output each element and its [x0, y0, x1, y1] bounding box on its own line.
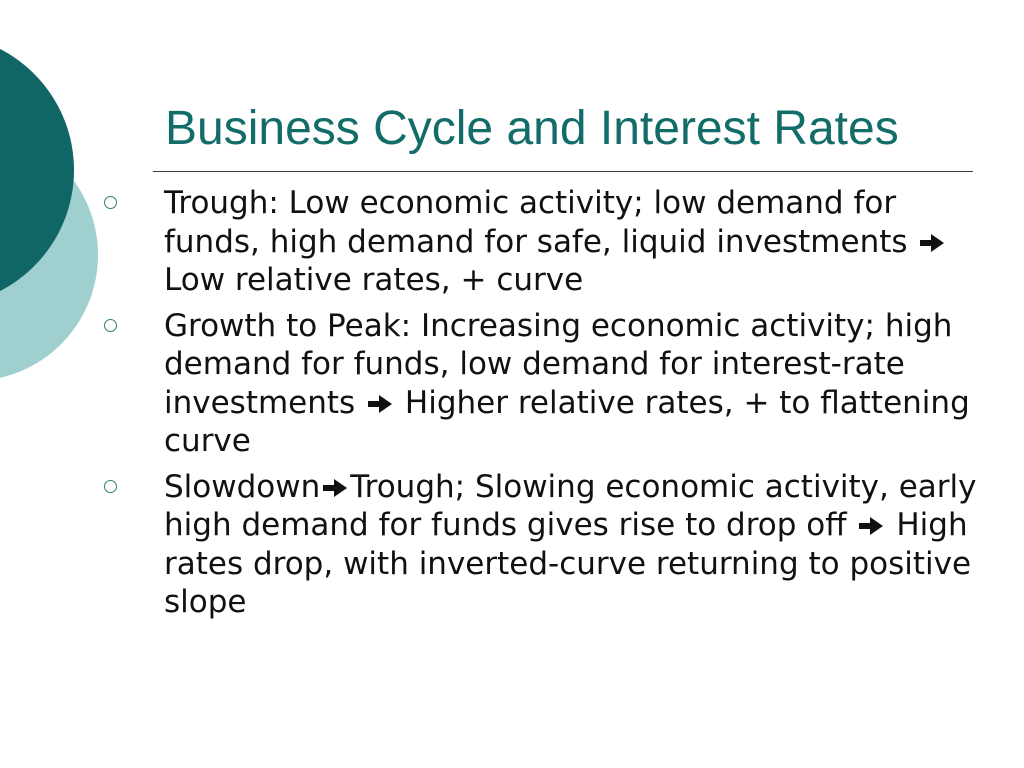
right-arrow-icon — [320, 468, 350, 507]
bullet-item-trough — [100, 184, 980, 300]
slide-title: Business Cycle and Interest Rates — [165, 102, 899, 155]
bullet-list — [100, 184, 980, 629]
right-arrow-icon — [365, 384, 395, 423]
hollow-circle-bullet-icon — [104, 480, 117, 493]
bullet-item-slowdown — [100, 468, 980, 622]
bullet-text: Slowdown — [164, 468, 321, 505]
right-arrow-icon — [917, 223, 947, 262]
decorative-circles — [0, 0, 110, 420]
hollow-circle-bullet-icon — [104, 196, 117, 209]
hollow-circle-bullet-icon — [104, 319, 117, 332]
bullet-text: Low relative rates, + curve — [164, 262, 584, 298]
bullet-text: Growth to Peak: Increasing economic activity; high demand for funds, low demand for interest-rate investments — [164, 307, 953, 421]
right-arrow-icon — [856, 506, 886, 545]
bullet-item-growth-to-peak — [100, 307, 980, 461]
title-divider — [153, 171, 973, 172]
bullet-text: Trough; Slowing economic activity, early high demand for funds gives rise to drop off — [164, 468, 977, 543]
bullet-text: High rates drop, with inverted-curve returning to positive slope — [164, 507, 972, 620]
bullet-text: Trough: Low economic activity; low demand for funds, high demand for safe, liquid investments — [164, 185, 918, 260]
bullet-text: Higher relative rates, + to flattening curve — [164, 384, 970, 459]
